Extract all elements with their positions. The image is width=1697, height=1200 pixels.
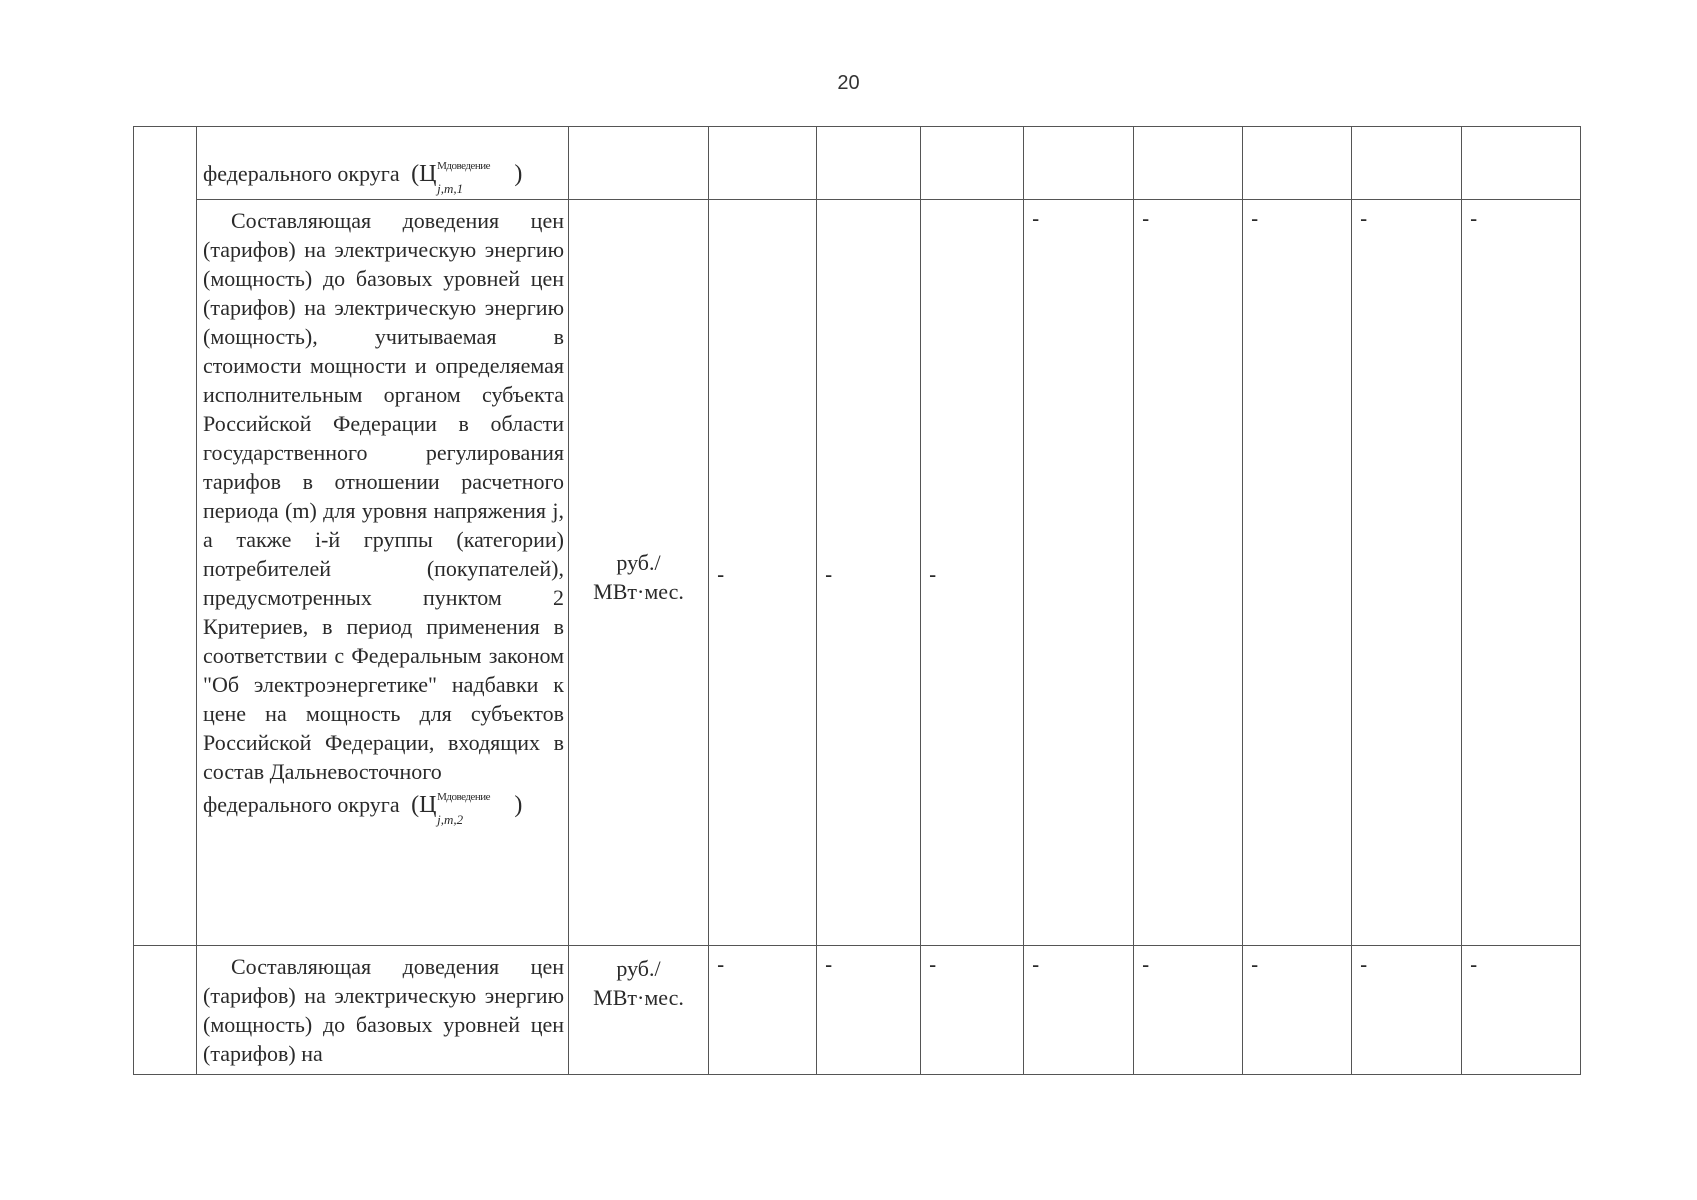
value-cell: - <box>1024 946 1134 1075</box>
tariff-table <box>133 126 1581 1075</box>
value-cell: - <box>921 200 1024 946</box>
value-cell: - <box>1462 200 1581 946</box>
description-tail: федерального округа <box>203 792 400 817</box>
unit-cell <box>569 127 709 200</box>
value-cell: - <box>1352 946 1462 1075</box>
value-cell: - <box>709 200 817 946</box>
description-text: Составляющая доведения цен (тарифов) на электрическую энергию (мощность) до базовых уровней цен (тарифов) на электрическую энергию (мощность), учитываемая в стоимости мощности и определяемая исполнительным органом субъекта Российской Федерации в области государственного регулирования тарифов в отношении расчетного периода (m) для уровня напряжения j, а также i-й группы (категории) потребителей (покупателей), предусмотренных пунктом 2 Критериев, в период применения в соответствии с Федеральным законом "Об электроэнергетике" надбавки к цене на мощность для субъектов Российской Федерации, входящих в состав Дальневосточного <box>203 208 564 784</box>
value-cell: - <box>817 200 921 946</box>
value-cell: - <box>1462 946 1581 1075</box>
value-cell <box>921 127 1024 200</box>
table-row <box>134 127 1581 200</box>
description-cell <box>197 200 569 946</box>
value-cell: - <box>709 946 817 1075</box>
unit-cell: руб./ МВт·мес. <box>569 946 709 1075</box>
value-cell <box>1462 127 1581 200</box>
value-cell: - <box>1352 200 1462 946</box>
value-cell: - <box>1243 200 1352 946</box>
row-number-cell <box>134 946 197 1075</box>
page-number: 20 <box>837 72 860 94</box>
formula-symbol: (Ц Мдоведение j,m,1 ) <box>411 160 523 196</box>
value-cell: - <box>921 946 1024 1075</box>
description-tail: федерального округа <box>203 161 400 186</box>
value-cell <box>709 127 817 200</box>
value-cell <box>1024 127 1134 200</box>
value-cell: - <box>817 946 921 1075</box>
row-number-cell <box>134 127 197 946</box>
table-row <box>134 946 1581 1075</box>
description-text: Составляющая доведения цен (тарифов) на электрическую энергию (мощность) до базовых уровней цен (тарифов) на <box>203 954 564 1066</box>
value-cell <box>1134 127 1243 200</box>
description-cell <box>197 946 569 1075</box>
value-cell: - <box>1134 946 1243 1075</box>
description-cell <box>197 127 569 200</box>
unit-cell: руб./ МВт·мес. <box>569 200 709 946</box>
table-row <box>134 200 1581 946</box>
value-cell <box>817 127 921 200</box>
value-cell: - <box>1134 200 1243 946</box>
value-cell <box>1352 127 1462 200</box>
formula-symbol: (Ц Мдоведение j,m,2 ) <box>411 791 523 827</box>
value-cell: - <box>1024 200 1134 946</box>
value-cell: - <box>1243 946 1352 1075</box>
value-cell <box>1243 127 1352 200</box>
